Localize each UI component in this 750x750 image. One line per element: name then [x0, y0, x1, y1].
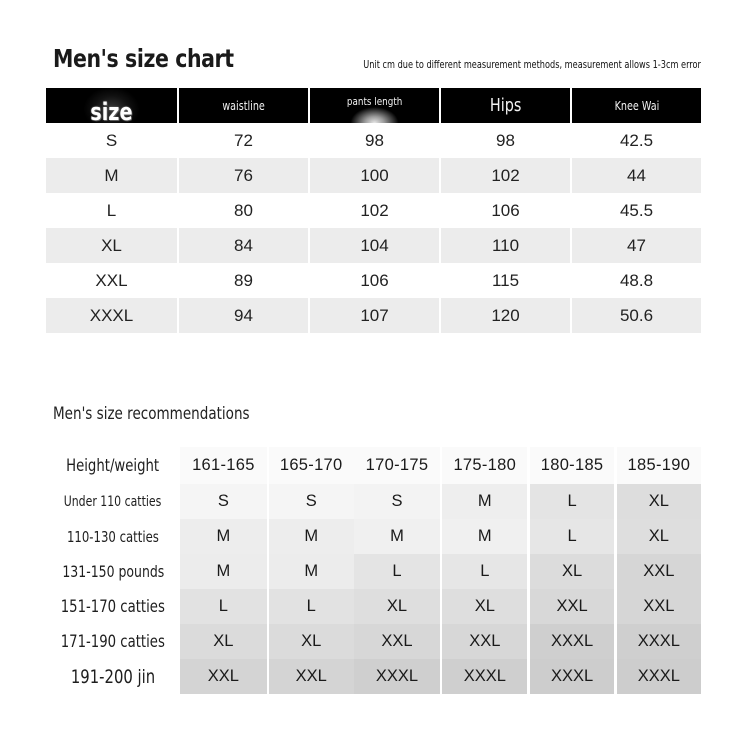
page-title: Men's size chart — [53, 44, 234, 73]
table-row — [46, 123, 701, 158]
waistline-cell: 84 — [177, 228, 308, 263]
hips-cell: 102 — [439, 158, 570, 193]
size-cell: S — [267, 484, 354, 519]
size-cell: XXL — [614, 589, 701, 624]
size-cell: XXL — [527, 589, 614, 624]
size-cell: L — [46, 193, 177, 228]
size-cell: XXXL — [440, 659, 527, 694]
waistline-cell: 89 — [177, 263, 308, 298]
size-recommendation-table — [46, 447, 701, 694]
column-header-size — [46, 88, 177, 126]
weight-label — [46, 484, 180, 519]
column-header-label: Knee Wai — [614, 98, 659, 113]
height-header: 165-170 — [267, 447, 354, 484]
size-cell: M — [46, 158, 177, 193]
size-cell: L — [180, 589, 267, 624]
table-row — [46, 298, 701, 333]
table-row — [46, 484, 701, 519]
table-row — [46, 228, 701, 263]
column-header-label: waistline — [222, 98, 265, 113]
size-cell: M — [267, 554, 354, 589]
pants-length-cell: 106 — [308, 263, 439, 298]
column-header-label: Hips — [489, 95, 522, 116]
height-header: 170-175 — [354, 447, 441, 484]
column-header-hips — [439, 88, 570, 123]
size-cell: XL — [614, 484, 701, 519]
pants-length-cell: 100 — [308, 158, 439, 193]
size-cell: L — [527, 484, 614, 519]
weight-label-text: 191-200 jin — [70, 665, 156, 688]
weight-label — [46, 624, 180, 659]
height-header: 161-165 — [180, 447, 267, 484]
knee-cell: 45.5 — [570, 193, 701, 228]
size-chart-table — [46, 88, 701, 333]
size-cell: M — [180, 519, 267, 554]
height-header: 185-190 — [614, 447, 701, 484]
column-header-waistline — [177, 88, 308, 123]
table-row — [46, 263, 701, 298]
size-cell: L — [267, 589, 354, 624]
pants-length-cell: 104 — [308, 228, 439, 263]
corner-header — [46, 447, 180, 484]
size-cell: S — [180, 484, 267, 519]
table-row — [46, 193, 701, 228]
size-cell: XXXL — [614, 624, 701, 659]
size-cell: XL — [180, 624, 267, 659]
size-cell: M — [440, 519, 527, 554]
table-header-row — [46, 447, 701, 484]
recommendations-title: Men's size recommendations — [53, 404, 250, 423]
size-cell: XXL — [440, 624, 527, 659]
size-cell: XXXL — [527, 624, 614, 659]
waistline-cell: 94 — [177, 298, 308, 333]
waistline-cell: 76 — [177, 158, 308, 193]
weight-label — [46, 554, 180, 589]
table-row — [46, 589, 701, 624]
size-cell: XXXL — [354, 659, 441, 694]
weight-label — [46, 659, 180, 694]
height-header: 180-185 — [527, 447, 614, 484]
knee-cell: 50.6 — [570, 298, 701, 333]
size-cell: XXL — [46, 263, 177, 298]
size-cell: XL — [440, 589, 527, 624]
pants-length-cell: 98 — [308, 123, 439, 158]
corner-header-label: Height/weight — [66, 455, 160, 476]
pants-length-cell: 107 — [308, 298, 439, 333]
table-row — [46, 519, 701, 554]
column-header-label: pants length — [346, 95, 403, 108]
size-cell: L — [527, 519, 614, 554]
column-header-knee — [570, 88, 701, 123]
weight-label-text: 110-130 catties — [67, 527, 159, 546]
size-cell: L — [354, 554, 441, 589]
hips-cell: 120 — [439, 298, 570, 333]
table-row — [46, 624, 701, 659]
weight-label-text: Under 110 catties — [64, 493, 162, 510]
size-cell: XXL — [614, 554, 701, 589]
weight-label-text: 171-190 catties — [60, 631, 166, 652]
size-cell: XL — [354, 589, 441, 624]
size-cell: XL — [527, 554, 614, 589]
knee-cell: 42.5 — [570, 123, 701, 158]
table-row — [46, 158, 701, 193]
size-cell: XXXL — [527, 659, 614, 694]
weight-label-text: 151-170 catties — [60, 596, 166, 617]
size-cell: XXL — [354, 624, 441, 659]
size-cell: XXL — [180, 659, 267, 694]
waistline-cell: 72 — [177, 123, 308, 158]
size-cell: XL — [267, 624, 354, 659]
knee-cell: 44 — [570, 158, 701, 193]
hips-cell: 98 — [439, 123, 570, 158]
hips-cell: 110 — [439, 228, 570, 263]
hips-cell: 106 — [439, 193, 570, 228]
column-header-pants-length — [308, 88, 439, 123]
measurement-note: Unit cm due to different measurement methods, measurement allows 1-3cm error — [363, 59, 701, 71]
size-cell: S — [46, 123, 177, 158]
size-cell: M — [354, 519, 441, 554]
weight-label-text: 131-150 pounds — [62, 562, 164, 581]
table-row — [46, 554, 701, 589]
knee-cell: 47 — [570, 228, 701, 263]
knee-cell: 48.8 — [570, 263, 701, 298]
size-cell: XXXL — [614, 659, 701, 694]
size-cell: XL — [614, 519, 701, 554]
size-cell: M — [267, 519, 354, 554]
size-cell: XXXL — [46, 298, 177, 333]
hips-cell: 115 — [439, 263, 570, 298]
size-cell: M — [180, 554, 267, 589]
size-cell: L — [440, 554, 527, 589]
size-cell: XL — [46, 228, 177, 263]
size-cell: S — [354, 484, 441, 519]
pants-length-cell: 102 — [308, 193, 439, 228]
table-header-row — [46, 88, 701, 126]
weight-label — [46, 589, 180, 624]
height-header: 175-180 — [440, 447, 527, 484]
waistline-cell: 80 — [177, 193, 308, 228]
table-row — [46, 659, 701, 694]
weight-label — [46, 519, 180, 554]
column-header-label: size — [90, 97, 133, 126]
size-cell: XXL — [267, 659, 354, 694]
size-cell: M — [440, 484, 527, 519]
